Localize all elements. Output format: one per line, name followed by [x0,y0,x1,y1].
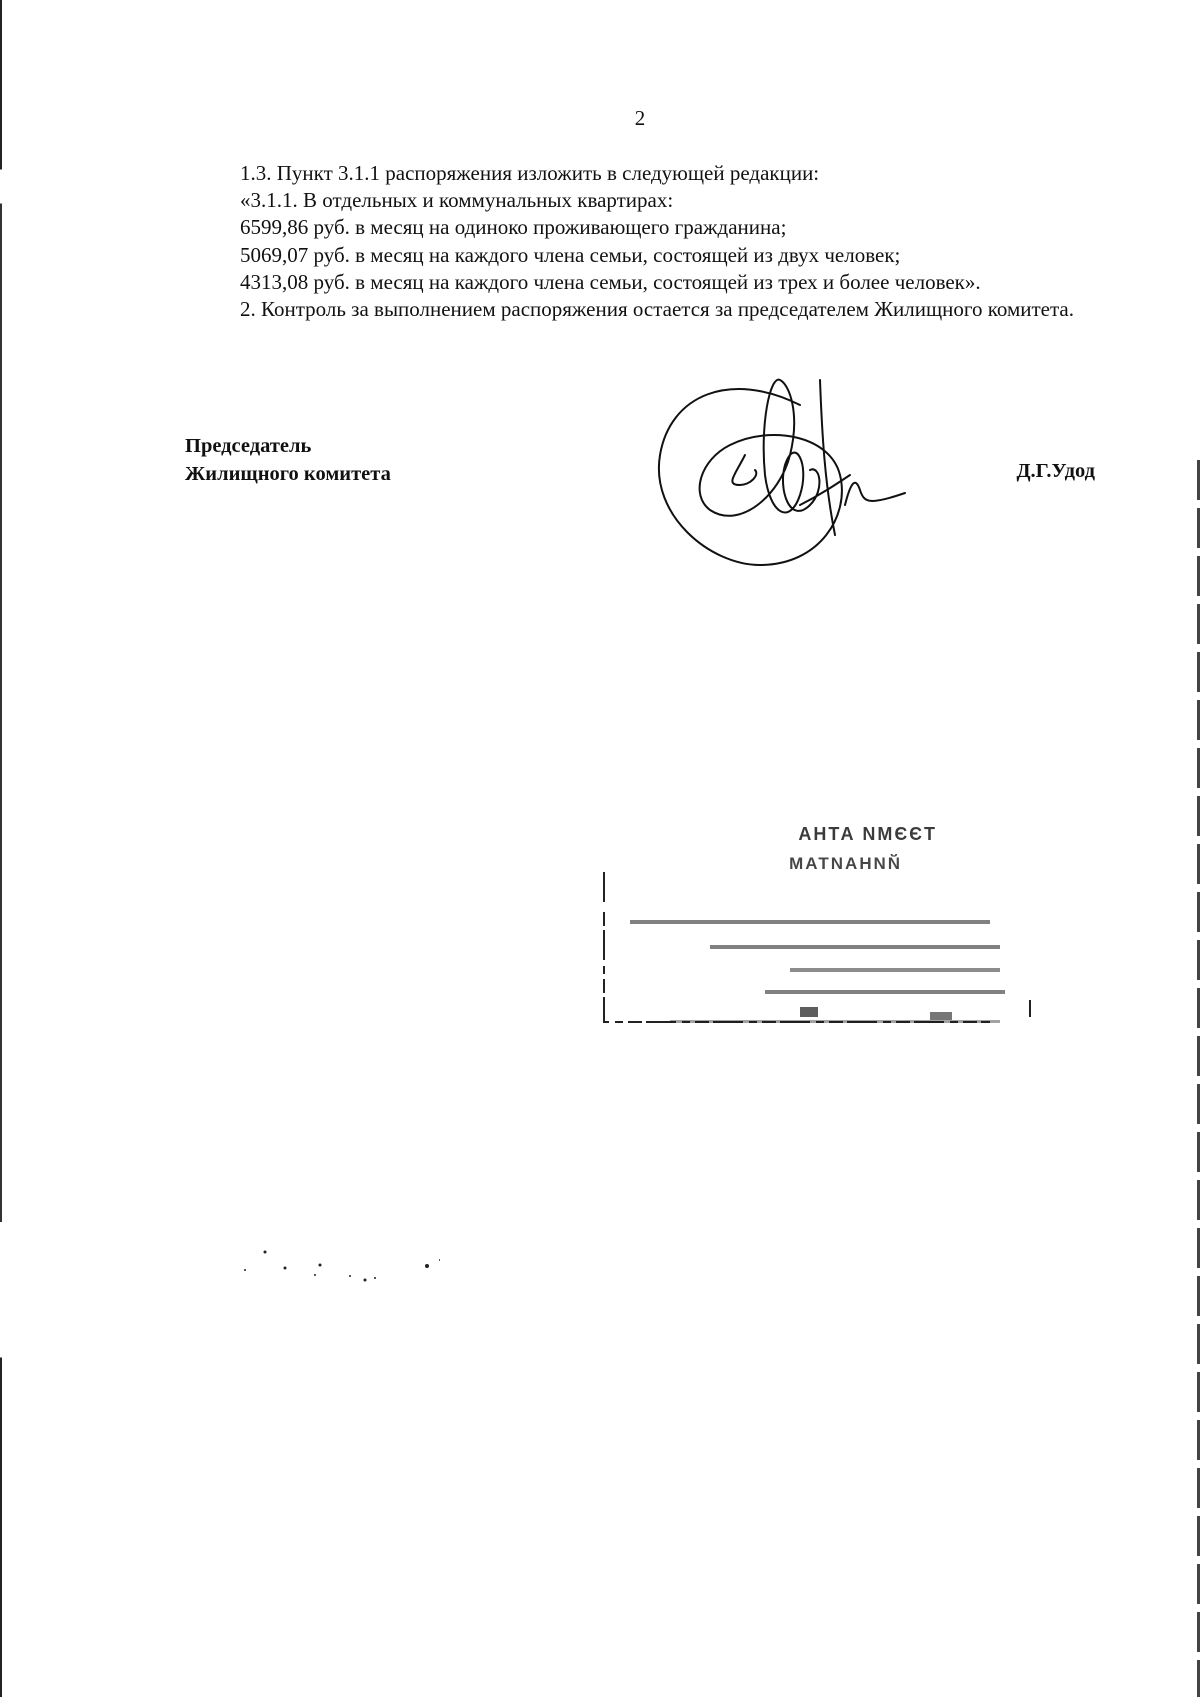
stamp-heading-line2: ЙИНАИТАМ [787,854,900,873]
signatory-position-line1: Председатель [185,435,312,457]
handwritten-signature [650,375,920,575]
scan-noise-specks [240,1240,440,1300]
paragraph-rate-three: 4313,08 руб. в месяц на каждого члена семьи, состоящей из трех и более человек». [240,269,981,294]
scan-border-left [0,0,2,1697]
signatory-name: Д.Г.Удод [1016,460,1095,482]
paragraph-3-1-1: «3.1.1. В отдельных и коммунальных квартирах: [240,188,674,213]
paragraph-1-3: 1.3. Пункт 3.1.1 распоряжения изложить в следующей редакции: [240,161,820,185]
paragraph-control: 2. Контроль за выполнением распоряжения остается за председателем Жилищного комитета. [240,297,1074,322]
signatory-position [185,432,391,488]
stamp-heading-line1: ТЭЭМИ АТНА [796,824,935,844]
registration-stamp [590,812,1040,1052]
signatory-position-line2: Жилищного комитета [185,463,391,485]
stamp-frame [590,812,1040,1052]
page-number: 2 [634,106,646,130]
document-body [185,160,1097,323]
paragraph-rate-single: 6599,86 руб. в месяц на одиноко проживающего гражданина; [240,215,787,240]
paragraph-rate-two: 5069,07 руб. в месяц на каждого члена семьи, состоящей из двух человек; [240,242,901,267]
